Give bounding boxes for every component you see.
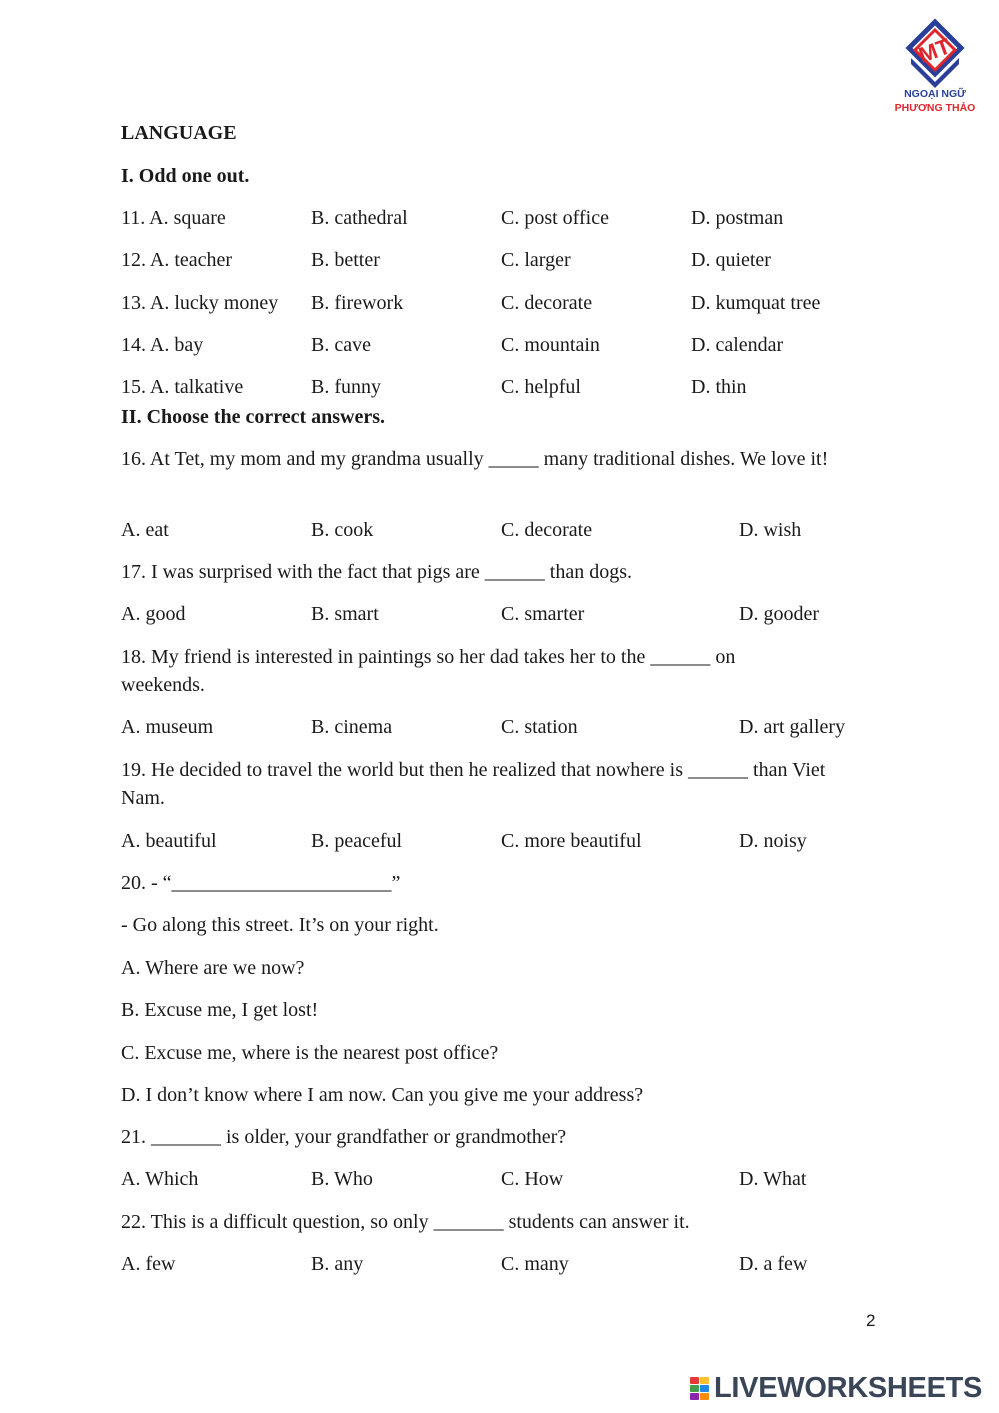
q17-option-a: A. good [121,603,186,625]
q21-option-c: C. How [501,1168,564,1190]
option-a: 14. A. bay [121,334,204,356]
option-c: C. larger [501,249,571,271]
option-b: B. cave [311,334,371,356]
option-d: D. thin [691,376,747,398]
question-19-text: 19. He decided to travel the world but then he realized that nowhere is ______ than Viet Nam. [121,759,826,809]
option-a: 13. A. lucky money [121,292,279,314]
option-b: B. firework [311,292,404,314]
page-number: 2 [866,1311,876,1330]
q18-option-d: D. art gallery [739,716,846,738]
logo-mark-icon [885,18,985,88]
q22-option-b: B. any [311,1253,364,1275]
section-title: LANGUAGE [121,122,237,144]
option-c: C. mountain [501,334,600,356]
option-b: B. funny [311,376,381,398]
part1-heading: I. Odd one out. [121,165,250,187]
question-17-text: 17. I was surprised with the fact that pigs are ______ than dogs. [121,561,633,583]
question-21-text: 21. _______ is older, your grandfather or grandmother? [121,1126,567,1148]
q21-option-d: D. What [739,1168,807,1190]
q19-option-d: D. noisy [739,830,807,852]
q20-option-a: A. Where are we now? [121,957,305,979]
q19-option-b: B. peaceful [311,830,403,852]
liveworksheets-logo-icon [690,1377,710,1401]
q16-option-c: C. decorate [501,519,593,541]
option-a: 15. A. talkative [121,376,244,398]
logo-text-line2: PHƯƠNG THẢO [894,102,976,114]
question-18-text: 18. My friend is interested in paintings so her dad takes her to the ______ on weekends. [121,646,736,696]
option-b: B. better [311,249,380,271]
q17-option-c: C. smarter [501,603,585,625]
option-d: D. calendar [691,334,784,356]
q16-option-a: A. eat [121,519,169,541]
q18-option-c: C. station [501,716,578,738]
question-20-text: 20. - “______________________” [121,872,401,894]
liveworksheets-text: LIVEWORKSHEETS [714,1372,983,1404]
q20-option-d: D. I don’t know where I am now. Can you give me your address? [121,1084,644,1106]
question-20-reply: - Go along this street. It’s on your right. [121,914,439,936]
q16-option-d: D. wish [739,519,802,541]
q17-option-b: B. smart [311,603,379,625]
question-22-text: 22. This is a difficult question, so only _______ students can answer it. [121,1211,690,1233]
liveworksheets-watermark [690,1370,990,1406]
q22-option-c: C. many [501,1253,569,1275]
q18-option-b: B. cinema [311,716,393,738]
q22-option-a: A. few [121,1253,176,1275]
option-c: C. post office [501,207,609,229]
q17-option-d: D. gooder [739,603,819,625]
q20-option-b: B. Excuse me, I get lost! [121,999,319,1021]
q16-option-b: B. cook [311,519,374,541]
option-a: 12. A. teacher [121,249,233,271]
part2-heading: II. Choose the correct answers. [121,406,386,428]
q18-option-a: A. museum [121,716,214,738]
option-d: D. postman [691,207,784,229]
q19-option-a: A. beautiful [121,830,217,852]
option-b: B. cathedral [311,207,408,229]
brand-logo [885,18,985,122]
q20-option-c: C. Excuse me, where is the nearest post office? [121,1042,499,1064]
q19-option-c: C. more beautiful [501,830,642,852]
q21-option-a: A. Which [121,1168,199,1190]
option-c: C. helpful [501,376,581,398]
logo-text-line1: NGOẠI NGỮ [904,88,966,100]
q22-option-d: D. a few [739,1253,808,1275]
option-a: 11. A. square [121,207,226,229]
logo-letters: MT [915,33,954,68]
option-c: C. decorate [501,292,593,314]
question-16-text: 16. At Tet, my mom and my grandma usually _____ many traditional dishes. We love it! [121,448,829,470]
q21-option-b: B. Who [311,1168,373,1190]
option-d: D. quieter [691,249,771,271]
option-d: D. kumquat tree [691,292,821,314]
